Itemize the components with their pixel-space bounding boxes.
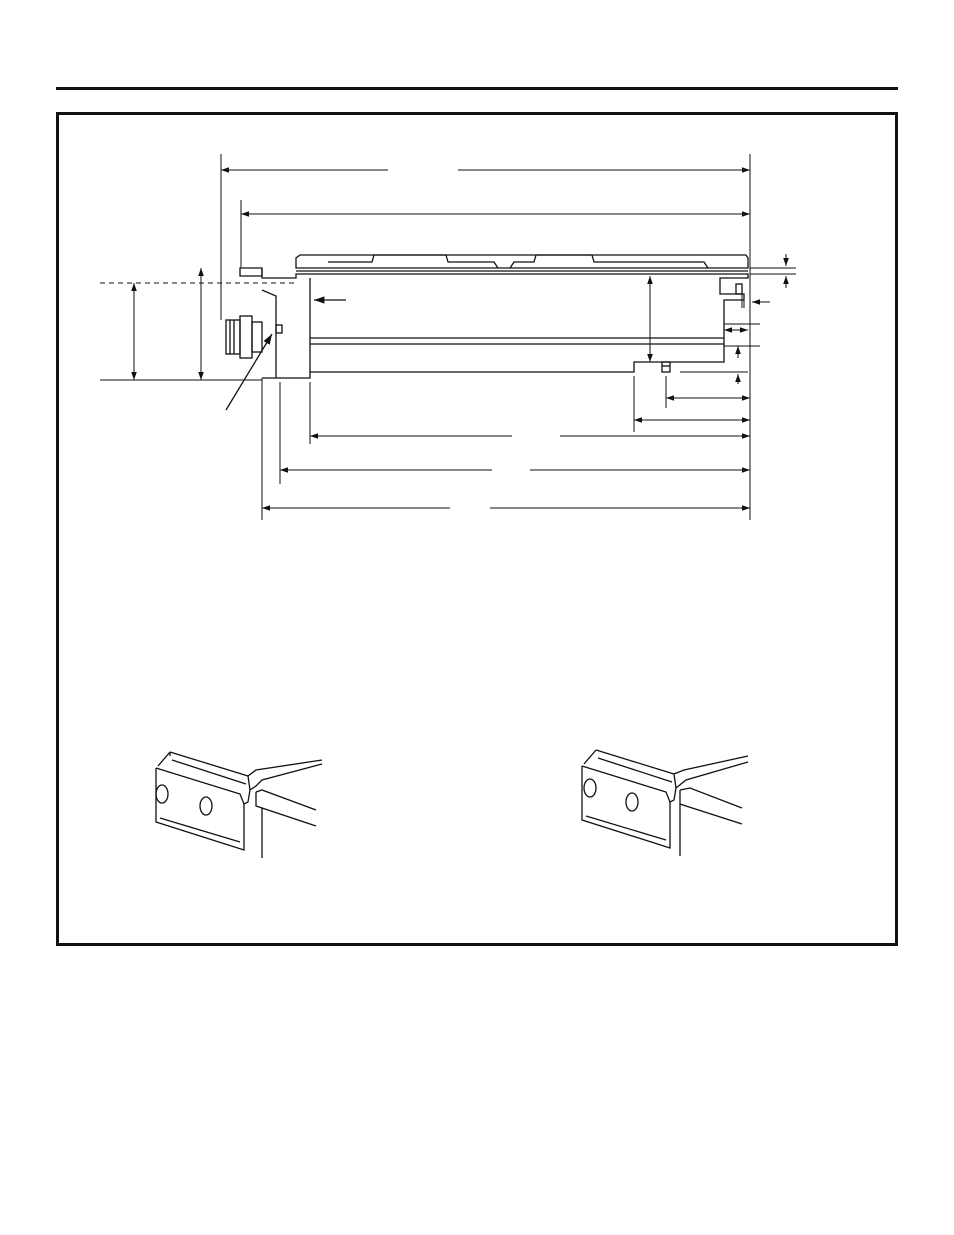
- grate-right: [510, 255, 708, 268]
- dimension-lines: [134, 170, 786, 508]
- extension-lines: [100, 154, 796, 520]
- trim-corner-detail-left: [156, 752, 322, 858]
- chassis-outline: [262, 269, 748, 378]
- trim-corner-detail-right: [582, 750, 748, 856]
- gas-inlet-fitting: [226, 316, 262, 358]
- latch-right: [736, 284, 742, 294]
- grate-left: [328, 255, 498, 268]
- cooktop-elevation: [226, 255, 748, 410]
- side-bracket: [240, 268, 262, 276]
- bottom-fitting: [662, 362, 670, 372]
- regulator-tab: [276, 325, 282, 333]
- leader-line: [226, 334, 272, 410]
